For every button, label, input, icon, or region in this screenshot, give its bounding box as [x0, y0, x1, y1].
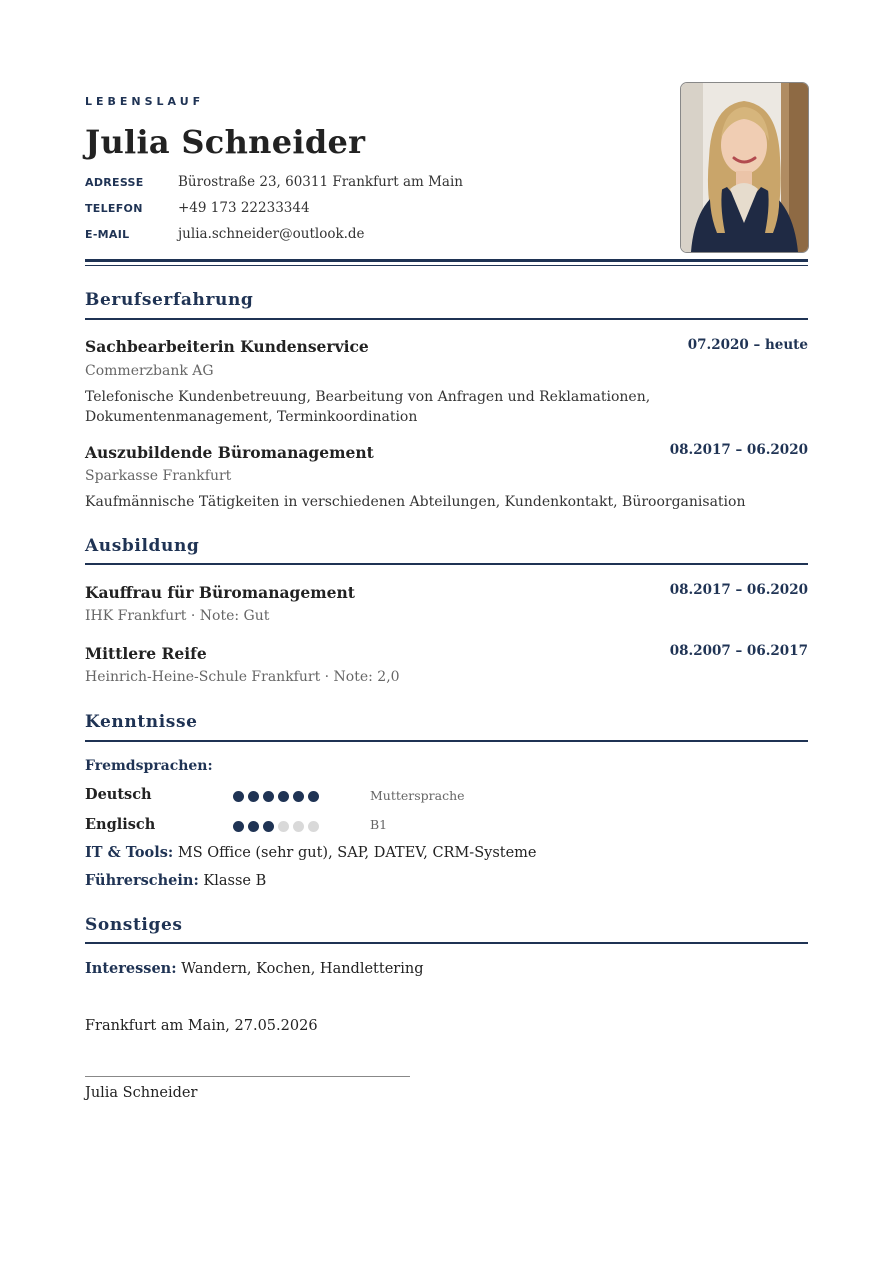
job-date: 07.2020 – heute	[687, 337, 808, 353]
place-date: Frankfurt am Main, 27.05.2026	[85, 1018, 318, 1034]
job-employer: Commerzbank AG	[85, 363, 214, 379]
contact-value: Bürostraße 23, 60311 Frankfurt am Main	[178, 174, 463, 190]
section-title-education: Ausbildung	[85, 536, 200, 556]
license-label: Führerschein:	[85, 872, 199, 889]
language-rating	[233, 821, 319, 832]
license-value: Klasse B	[203, 873, 267, 889]
education-institution: IHK Frankfurt · Note: Gut	[85, 608, 270, 624]
language-level: B1	[370, 817, 388, 832]
rating-dot-filled	[248, 821, 259, 832]
section-rule	[85, 740, 808, 742]
job-title: Sachbearbeiterin Kundenservice	[85, 337, 369, 356]
section-title-other: Sonstiges	[85, 915, 183, 935]
rating-dot-filled	[278, 791, 289, 802]
education-institution: Heinrich-Heine-Schule Frankfurt · Note: 2,0	[85, 669, 400, 685]
contact-key: TELEFON	[85, 202, 143, 215]
language-name: Deutsch	[85, 786, 152, 803]
job-description: Telefonische Kundenbetreuung, Bearbeitung von Anfragen und Reklamationen, Dokumentenmanagement, Terminkoordination	[85, 389, 651, 425]
signature-line	[85, 1076, 410, 1077]
language-level: Muttersprache	[370, 788, 465, 803]
it-tools-value: MS Office (sehr gut), SAP, DATEV, CRM-Systeme	[177, 845, 537, 861]
contact-email	[85, 226, 365, 242]
section-title-skills: Kenntnisse	[85, 712, 198, 732]
it-tools-label: IT & Tools:	[85, 844, 174, 861]
rating-dot-filled	[233, 791, 244, 802]
signature-name: Julia Schneider	[85, 1085, 198, 1101]
job-description: Kaufmännische Tätigkeiten in verschiedenen Abteilungen, Kundenkontakt, Büroorganisation	[85, 494, 746, 510]
section-rule	[85, 318, 808, 320]
job-title: Auszubildende Büromanagement	[85, 443, 374, 462]
section-title-experience: Berufserfahrung	[85, 290, 254, 310]
section-rule	[85, 563, 808, 565]
contact-key: ADRESSE	[85, 176, 144, 189]
candidate-name: Julia Schneider	[85, 123, 366, 161]
contact-value: julia.schneider@outlook.de	[178, 226, 365, 242]
languages-heading: Fremdsprachen:	[85, 758, 213, 774]
job-employer: Sparkasse Frankfurt	[85, 468, 232, 484]
rating-dot-filled	[308, 791, 319, 802]
job-date: 08.2017 – 06.2020	[669, 442, 808, 458]
license-line	[85, 872, 266, 889]
rating-dot-filled	[248, 791, 259, 802]
interests-value: Wandern, Kochen, Handlettering	[181, 961, 424, 977]
rating-dot-filled	[233, 821, 244, 832]
language-rating	[233, 791, 319, 802]
document-label: LEBENSLAUF	[85, 95, 205, 108]
contact-key: E-MAIL	[85, 228, 130, 241]
contact-phone	[85, 200, 310, 216]
rating-dot-empty	[278, 821, 289, 832]
education-date: 08.2007 – 06.2017	[669, 643, 808, 659]
language-name: Englisch	[85, 816, 156, 833]
rating-dot-filled	[263, 821, 274, 832]
header-divider	[85, 259, 808, 262]
rating-dot-filled	[293, 791, 304, 802]
education-date: 08.2017 – 06.2020	[669, 582, 808, 598]
rating-dot-filled	[263, 791, 274, 802]
section-rule	[85, 942, 808, 944]
interests-line	[85, 960, 423, 977]
education-title: Kauffrau für Büromanagement	[85, 583, 355, 602]
rating-dot-empty	[308, 821, 319, 832]
contact-address	[85, 174, 463, 190]
interests-label: Interessen:	[85, 960, 177, 977]
header-divider-thin	[85, 265, 808, 266]
education-title: Mittlere Reife	[85, 644, 207, 663]
portrait-photo	[680, 82, 809, 253]
contact-value: +49 173 22233344	[178, 200, 310, 216]
it-tools-line	[85, 844, 537, 861]
portrait-illustration	[681, 83, 808, 252]
rating-dot-empty	[293, 821, 304, 832]
